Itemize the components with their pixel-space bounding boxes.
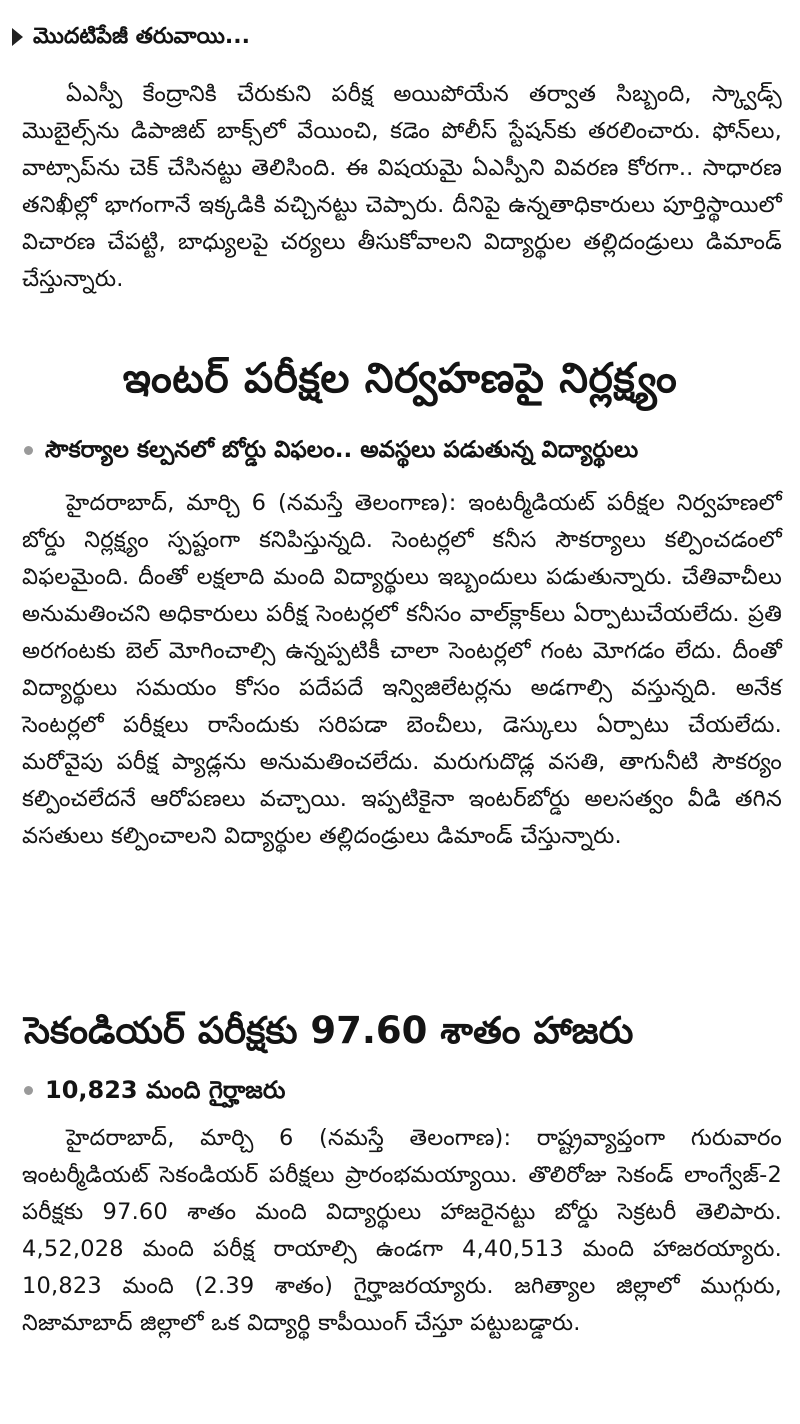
continued-from-front-page xyxy=(12,22,250,52)
bullet-icon xyxy=(24,446,33,455)
continued-label: మొదటిపేజీ తరువాయి... xyxy=(33,24,250,49)
article1-body: హైదరాబాద్, మార్చి 6 (నమస్తే తెలంగాణ): ఇంటర్మీడియట్ పరీక్షల నిర్వహణలో బోర్డు నిర్లక్ష్యం స్పష్టంగా కనిపిస్తున్నది. సెంటర్లలో కనీస సౌకర్యాలు కల్పించడంలో విఫలమైంది. దీంతో లక్షలాది మంది విద్యార్థులు ఇబ్బందులు పడుతున్నారు. చేతివాచీలు అనుమతించని అధికారులు పరీక్ష సెంటర్లలో కనీసం వాల్‌క్లాక్‌లు ఏర్పాటుచేయలేదు. ప్రతి అరగంటకు బెల్ మోగించాల్సి ఉన్నప్పటికీ చాలా సెంటర్లలో గంట మోగడం లేదు. దీంతో విద్యార్థులు సమయం కోసం పదేపదే ఇన్విజిలేటర్లను అడగాల్సి వస్తున్నది. అనేక సెంటర్లలో పరీక్షలు రాసేందుకు సరిపడా బెంచీలు, డెస్కులు ఏర్పాటు చేయలేదు. మరోవైపు పరీక్ష ప్యాడ్లను అనుమతించలేదు. మరుగుదొడ్ల వసతి, తాగునీటి సౌకర్యం కల్పించలేదనే ఆరోపణలు వచ్చాయి. ఇప్పటికైనా ఇంటర్‌బోర్డు అలసత్వం వీడి తగిన వసతులు కల్పించాలని విద్యార్థుల తల్లిదండ్రులు డిమాండ్ చేస్తున్నారు. xyxy=(22,490,782,849)
continued-paragraph: ఏఎస్పీ కేంద్రానికి చేరుకుని పరీక్ష అయిపోయేన తర్వాత సిబ్బంది, స్క్వాడ్స్ మొబైల్స్‌ను డిపాజిట్ బాక్స్‌లో వేయించి, కడెం పోలీస్ స్టేషన్‌కు తరలించారు. ఫోన్‌లు, వాట్సాప్‌ను చెక్ చేసినట్టు తెలిసింది. ఈ విషయమై ఏఎస్పీని వివరణ కోరగా.. సాధారణ తనిఖీల్లో భాగంగానే ఇక్కడికి వచ్చినట్టు చెప్పారు. దీనిపై ఉన్నతాధికారులు పూర్తిస్థాయిలో విచారణ చేపట్టి, బాధ్యులపై చర్యలు తీసుకోవాలని విద్యార్థుల తల్లిదండ్రులు డిమాండ్ చేస్తున్నారు. xyxy=(22,81,782,292)
article1-headline: ఇంటర్ పరీక్షల నిర్వహణపై నిర్లక్ష్యం xyxy=(122,354,678,402)
bullet-icon xyxy=(24,1086,33,1095)
article2-headline: సెకండియర్ పరీక్షకు 97.60 శాతం హాజరు xyxy=(24,1009,634,1052)
article2-subheading-text: 10,823 మంది గైర్హాజరు xyxy=(45,1076,286,1104)
article2-subheading xyxy=(24,1072,788,1108)
chevron-right-icon xyxy=(12,28,23,46)
article2-body: హైదరాబాద్, మార్చి 6 (నమస్తే తెలంగాణ): రాష్ట్రవ్యాప్తంగా గురువారం ఇంటర్మీడియట్ సెకండియర్ పరీక్షలు ప్రారంభమయ్యాయి. తొలిరోజు సెకండ్ లాంగ్వేజ్-2 పరీక్షకు 97.60 శాతం మంది విద్యార్థులు హాజరైనట్టు బోర్డు సెక్రటరీ తెలిపారు. 4,52,028 మంది పరీక్ష రాయాల్సి ఉండగా 4,40,513 మంది హాజరయ్యారు. 10,823 మంది (2.39 శాతం) గైర్హాజరయ్యారు. జగిత్యాల జిల్లాలో ముగ్గురు, నిజామాబాద్ జిల్లాలో ఒక విద్యార్థి కాపీయింగ్ చేస్తూ పట్టుబడ్డారు. xyxy=(22,1125,782,1336)
article1-subheading xyxy=(24,432,788,468)
article1-subheading-text: సౌకర్యాల కల్పనలో బోర్డు విఫలం.. అవస్థలు పడుతున్న విద్యార్థులు xyxy=(45,437,639,463)
